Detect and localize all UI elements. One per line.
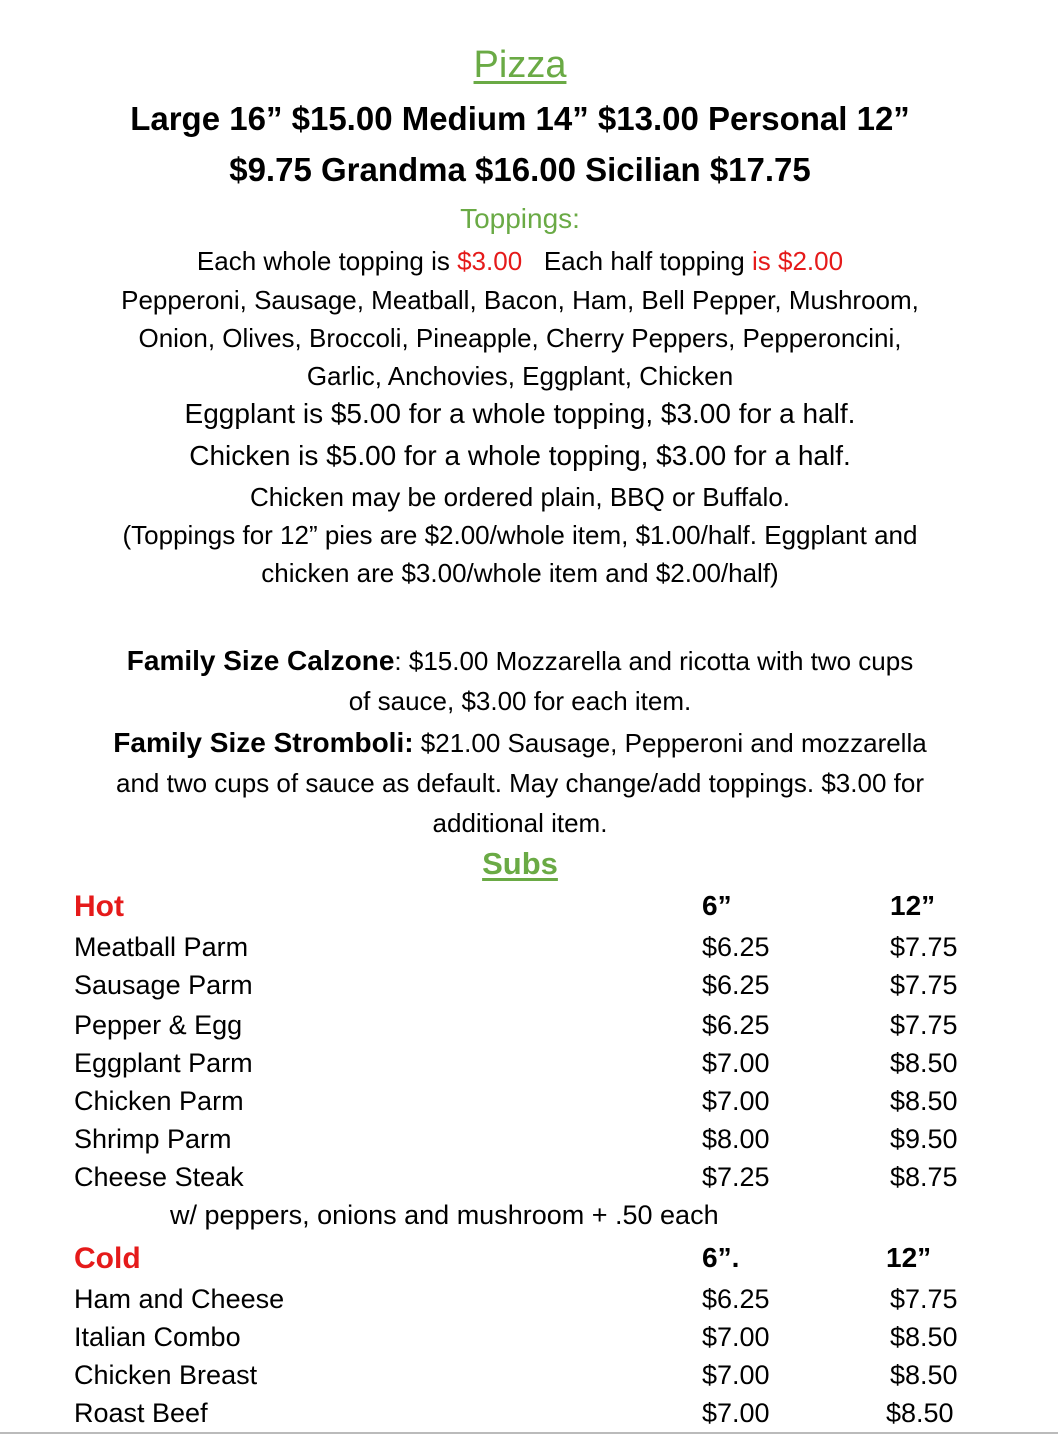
price-12: $7.75 xyxy=(890,1010,958,1040)
subs-title: Subs xyxy=(482,846,558,881)
price-12: $8.50 xyxy=(890,1086,958,1116)
price-12: $7.75 xyxy=(890,970,958,1000)
toppings-list-line-3: Garlic, Anchovies, Eggplant, Chicken xyxy=(306,361,734,391)
calzone-text-1: : $15.00 Mozzarella and ricotta with two cups xyxy=(394,646,914,676)
toppings-heading: Toppings: xyxy=(460,203,580,234)
pizza-sizes-line-2: $9.75 Grandma $16.00 Sicilian $17.75 xyxy=(229,151,811,188)
hot-header-row xyxy=(0,890,1058,930)
item-name: Ham and Cheese xyxy=(74,1284,285,1314)
toppings-list-line-2: Onion, Olives, Broccoli, Pineapple, Cherry Peppers, Pepperoncini, xyxy=(138,323,902,353)
item-name: Roast Beef xyxy=(74,1398,208,1428)
item-name: Cheese Steak xyxy=(74,1162,244,1192)
page-bottom-rule xyxy=(0,1432,1058,1434)
stromboli-line-2: and two cups of sauce as default. May change/add toppings. $3.00 for xyxy=(116,768,924,798)
table-row xyxy=(0,1010,1058,1050)
table-row xyxy=(0,1322,1058,1362)
price-6: $7.00 xyxy=(702,1322,770,1352)
price-6: $7.00 xyxy=(702,1086,770,1116)
item-name: Eggplant Parm xyxy=(74,1048,253,1078)
cold-label: Cold xyxy=(74,1242,141,1275)
small-pie-note-line-1: (Toppings for 12” pies are $2.00/whole item, $1.00/half. Eggplant and xyxy=(122,520,918,550)
cold-col-6: 6”. xyxy=(702,1242,740,1273)
stromboli-text-1: $21.00 Sausage, Pepperoni and mozzarella xyxy=(413,728,927,758)
pizza-sizes-line-1: Large 16” $15.00 Medium 14” $13.00 Personal 12” xyxy=(130,100,910,137)
cold-col-12: 12” xyxy=(886,1242,932,1273)
table-row xyxy=(0,970,1058,1010)
hot-col-12: 12” xyxy=(890,890,936,921)
cold-header-row xyxy=(0,1242,1058,1282)
item-name: Shrimp Parm xyxy=(74,1124,232,1154)
stromboli-line-3: additional item. xyxy=(432,808,608,838)
eggplant-price-note: Eggplant is $5.00 for a whole topping, $3.00 for a half. xyxy=(184,398,856,429)
item-name: Meatball Parm xyxy=(74,932,249,962)
price-12: $8.50 xyxy=(890,1360,958,1390)
price-6: $7.00 xyxy=(702,1360,770,1390)
half-topping-label: Each half topping xyxy=(522,246,752,276)
item-name: Chicken Breast xyxy=(74,1360,258,1390)
price-12: $8.50 xyxy=(890,1322,958,1352)
stromboli-line-1 xyxy=(0,727,1040,759)
price-12: $8.50 xyxy=(886,1398,954,1428)
table-row xyxy=(0,1086,1058,1126)
chicken-style-note: Chicken may be ordered plain, BBQ or Buffalo. xyxy=(249,482,791,512)
price-12: $9.50 xyxy=(890,1124,958,1154)
cheese-steak-note: w/ peppers, onions and mushroom + .50 each xyxy=(170,1200,719,1230)
price-12: $8.75 xyxy=(890,1162,958,1192)
calzone-line-1 xyxy=(0,645,1040,677)
hot-col-6: 6” xyxy=(702,890,732,921)
item-name: Sausage Parm xyxy=(74,970,253,1000)
price-6: $7.00 xyxy=(702,1048,770,1078)
whole-topping-price: $3.00 xyxy=(457,246,523,276)
price-6: $7.00 xyxy=(702,1398,770,1428)
whole-topping-label: Each whole topping is xyxy=(196,246,458,276)
price-12: $8.50 xyxy=(890,1048,958,1078)
small-pie-note-line-2: chicken are $3.00/whole item and $2.00/half) xyxy=(261,558,779,588)
item-name: Pepper & Egg xyxy=(74,1010,243,1040)
hot-label: Hot xyxy=(74,890,124,923)
pizza-title: Pizza xyxy=(473,44,567,86)
item-name: Chicken Parm xyxy=(74,1086,244,1116)
item-name: Italian Combo xyxy=(74,1322,241,1352)
price-6: $6.25 xyxy=(702,1284,770,1314)
table-row xyxy=(0,1360,1058,1400)
price-6: $6.25 xyxy=(702,970,770,1000)
price-12: $7.75 xyxy=(890,1284,958,1314)
price-6: $8.00 xyxy=(702,1124,770,1154)
topping-prices-line xyxy=(0,246,1040,277)
stromboli-label: Family Size Stromboli: xyxy=(113,727,414,758)
half-topping-price: is $2.00 xyxy=(752,246,844,276)
calzone-label: Family Size Calzone xyxy=(126,645,395,676)
price-12: $7.75 xyxy=(890,932,958,962)
table-row xyxy=(0,1048,1058,1088)
table-row xyxy=(0,1284,1058,1324)
price-6: $7.25 xyxy=(702,1162,770,1192)
table-row xyxy=(0,1124,1058,1164)
chicken-price-note: Chicken is $5.00 for a whole topping, $3.00 for a half. xyxy=(189,440,851,471)
calzone-line-2: of sauce, $3.00 for each item. xyxy=(348,686,692,716)
toppings-list-line-1: Pepperoni, Sausage, Meatball, Bacon, Ham, Bell Pepper, Mushroom, xyxy=(121,285,919,315)
price-6: $6.25 xyxy=(702,1010,770,1040)
table-row xyxy=(0,932,1058,972)
table-row xyxy=(0,1162,1058,1202)
price-6: $6.25 xyxy=(702,932,770,962)
